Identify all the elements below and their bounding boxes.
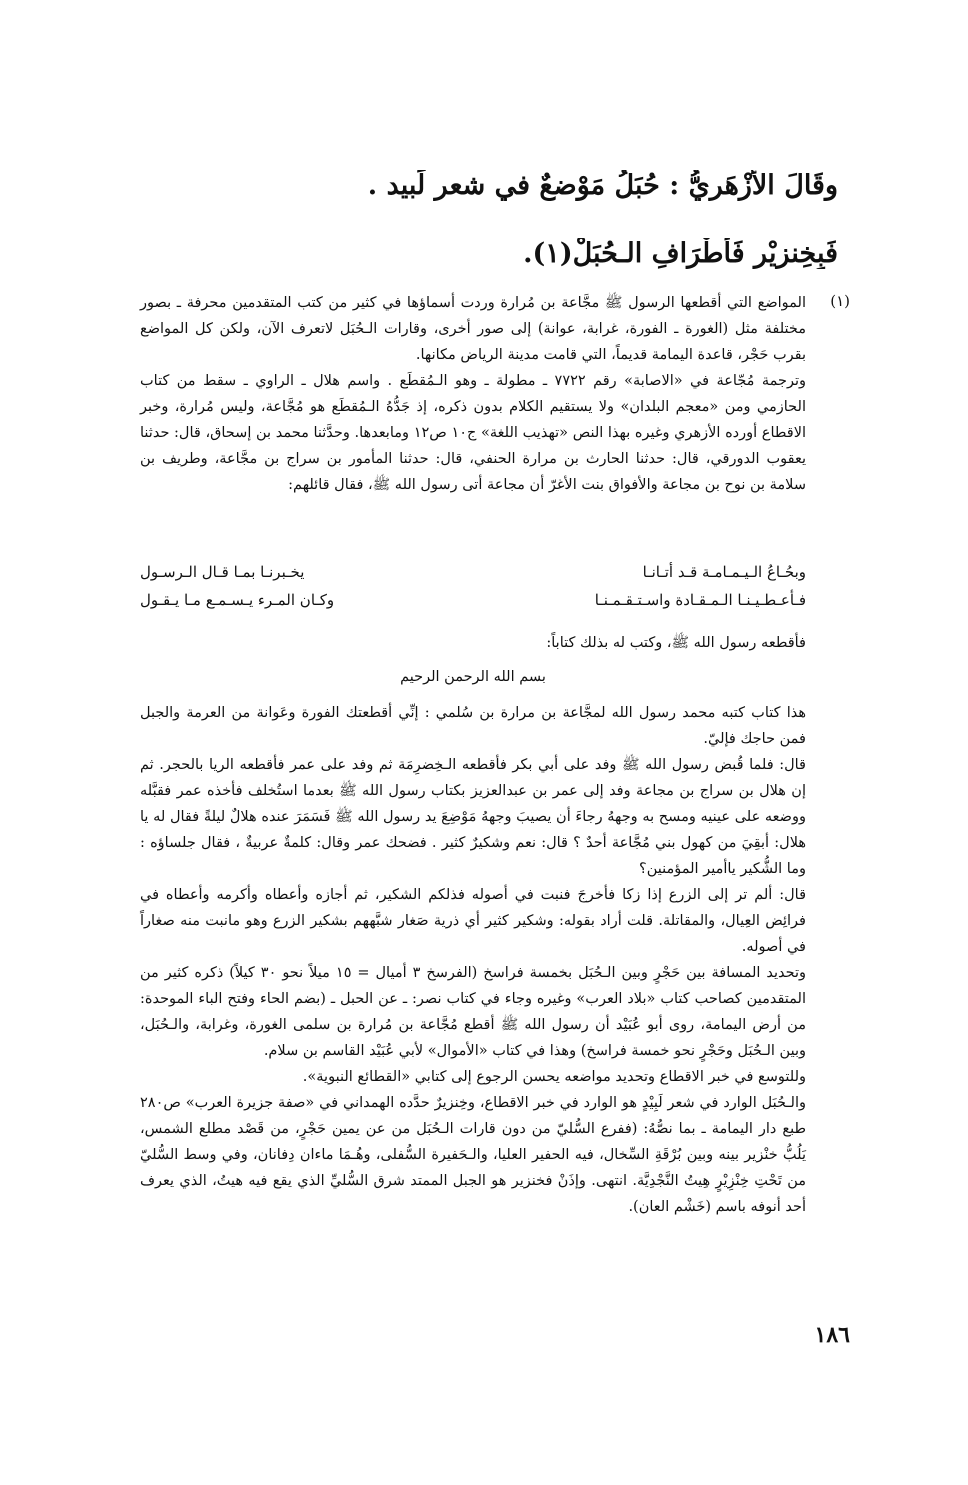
footnote-paragraph: قال: فلما قُبض رسول الله ﷺ وفد على أبي بكر فأقطعه الـخِضرِمَة ثم وفد على عمر فأقطعه الريا بالحجر. ثم إن هلال بن سراج بن مجاعة وفد إلى عمر بن عبدالعزيز بكتاب رسول الله ﷺ بعدما استُخلف فأخذه عمر فقبَّله ووضعه على عينيه ومسح به وجههُ رجاءَ أن يصيبَ وجههُ مَوْضِعَ يد رسول الله ﷺ فَسَمَرَ عنده هلالٌ ليلةً فقال له يا هلال: أبقِيَ من كهول بني مُجَّاعة أحدٌ ؟ قال: نعم وشكيرٌ كثير . فضحك عمر وقال: كلمةٌ عربيةٌ ، فقال جلساؤه : وما الشُّكير ياأمير المؤمنين؟ bbox=[140, 757, 806, 877]
footnote-paragraph: قال: ألم تر إلى الزرع إذا زكا فأخرجَ فنبت في أصوله فذلكم الشكير، ثم أجازه وأعطاه وأكرمه وأعطاه في فرائِض العِيال، والمقاتلة. قلت أراد بقوله: وشكير كثير أي ذرية صَغار شبَّههم بشكير الزرع وهو مانبت منه صغاراً في أصوله. bbox=[140, 887, 807, 955]
verse-line-1 bbox=[140, 563, 806, 581]
verse-hemistich: فـأعـطـيـنـا الـمـقـادة واسـتـقـمـنـا bbox=[594, 591, 806, 609]
footnote-paragraph: وللتوسع في خبر الاقطاع وتحديد مواضعه يحسن الرجوع إلى كتابي «القطائع النبوية». bbox=[302, 1069, 806, 1085]
footnote-paragraph: المواضع التي أقطعها الرسول ﷺ مجَّاعة بن مُرارة وردت أسماؤها في كثير من كتب المتقدمين محرفة ـ بصور مختلفة مثل (الغورة ـ الفورة، غرابة، عوانة) إلى صور أخرى، وقارات الـحُبَل لاتعرف الآن، ولكن كل المواضع بقرب حَجْر، قاعدة اليمامة قديماً، التي قامت مدينة الرياض مكانها. bbox=[140, 295, 806, 363]
footnote-paragraph: هذا كتاب كتبه محمد رسول الله لمجَّاعة بن مرارة بن سُلمي : إنِّي أقطعتك الفورة وعَوانة من العرمة والجبل فمن حاجك فإليّ. bbox=[140, 705, 806, 747]
footnote-marker: (١) bbox=[830, 292, 850, 310]
footnote-paragraph: وتحديد المسافة بين حَجْرٍ وبين الـحُبَل بخمسة فراسخ (الفرسخ ٣ أميال = ١٥ ميلاً نحو ٣٠ كيلاً) ذكره كثير من المتقدمين كصاحب كتاب «بلاد العرب» وغيره وجاء في كتاب نصر: ـ عن الحبل ـ (بضم الحاء وفتح الباء الموحدة: من أرض اليمامة، روى أبو عُبَيْد أن رسول الله ﷺ أقطع مُجَّاعة بن مُرارة بن سلمى الغورة، وغرابة، والـحُبَل، وبين الـحُبَل وحَجْرٍ نحو خمسة فراسخ) وهذا في كتاب «الأموال» لأبي عُبَيْد القاسم بن سلام. bbox=[140, 965, 807, 1059]
main-text-line-1: وقَالَ الأزْهَريُّ : حُبَلُ مَوْضعٌ في شعر لَبيد . bbox=[367, 170, 838, 201]
footnote-block-2 bbox=[140, 630, 806, 1220]
verse-hemistich: وكـان المـرء يـسـمـع مـا يـقـول bbox=[140, 591, 335, 609]
verse-hemistich: وبحُـاعُ الـيـمـامـة قـد أتـانـا bbox=[642, 563, 806, 581]
footnote-paragraph: فأقطعه رسول الله ﷺ، وكتب له بذلك كتاباً: bbox=[546, 635, 806, 651]
page-number: ١٨٦ bbox=[814, 1322, 850, 1348]
verse-hemistich: يخـبرنـا بمـا قـال الـرسـول bbox=[140, 563, 305, 581]
footnote-block-1 bbox=[140, 290, 806, 498]
verse-line-2 bbox=[140, 591, 806, 609]
footnote-paragraph: وترجمة مُجّاعة في «الاصابة» رقم ٧٧٢٢ ـ مطولة ـ وهو الـمُقطَع . واسم هلال ـ الراوي ـ سقط من كتاب الحازمي ومن «معجم البلدان» ولا يستقيم الكلام بدون ذكره، إذ جَدُّهُ الـمُقطَع هو مُجَّاعة، وليس مُرارة، وخبر الاقطاع أورده الأزهري وغيره بهذا النص «تهذيب اللغة» ج١٠ ص١٢ ومابعدها. وحدَّثنا محمد بن إسحاق، قال: حدثنا يعقوب الدورقي، قال: حدثنا الحارث بن مرارة الحنفي، قال: حدثنا المأمور بن سراج بن مجَّاعة، وطريف بن سلامة بن نوح بن مجاعة والأفواق بنت الأغرّ أن مجاعة أتى رسول الله ﷺ، فقال قائلهم: bbox=[140, 373, 806, 493]
footnote-paragraph: والـحُبَل الوارد في شعر لَبِيْدٍ هو الوارد في خبر الاقطاع، وخِنزيرٌ حدَّده الهمداني في «صفة جزيرة العرب» ص٢٨٠ طبع دار اليمامة ـ بما نصُّهُ: (ففرع السُّليّ من دون قارات الـحُبَل من عن يمين حَجْرٍ، من قَصْد مطلع الشمس، يَلُبُّ خنْزير بينه وبين بُرْقَةِ السِّخال، فيه الحفير العليا، والـحَفيرة السُّفلى، وهُـمَا ماءان دِفانان، وفي وسط السُّليّ من تَحْتِ خِنْزِيْرٍ هِيتُ النَّجْدِيَّة. انتهى. وإذَنْ فخنزير هو الجبل الممتد شرق السُّليِّ الذي يقع فيه هيتُ، الذي يعرف أحد أنوفه باسم (خَشْم العان). bbox=[140, 1095, 806, 1215]
main-text-line-2: فَبِخِنزيْر فَأطْرَافِ الـحُبَلْ(١). bbox=[523, 238, 838, 269]
basmala: بسم الله الرحمن الرحيم bbox=[400, 669, 546, 685]
